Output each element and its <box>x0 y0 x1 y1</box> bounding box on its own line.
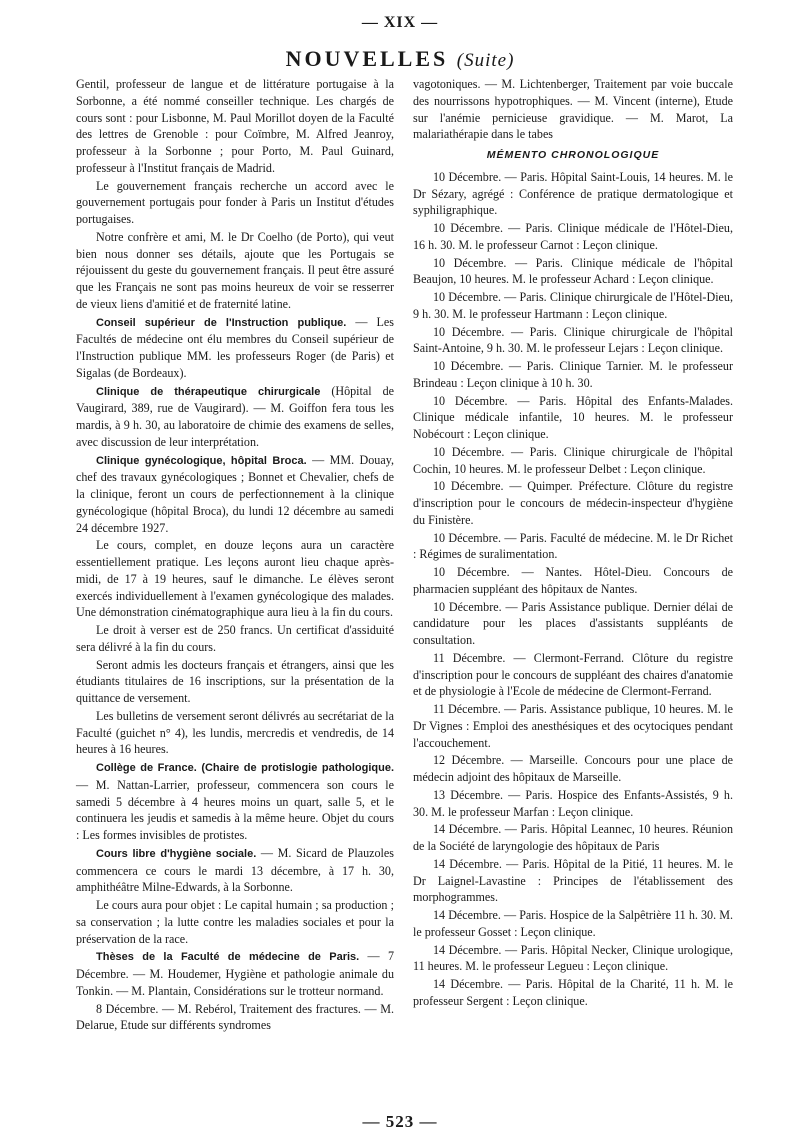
paragraph-text: 10 Décembre. — Quimper. Préfecture. Clôture du registre d'inscription pour le concours de médecin-inspecteur d'hygiène du Finistère. <box>413 479 733 527</box>
paragraph-text: 10 Décembre. — Paris Assistance publique. Dernier délai de candidature pour les places d'assistants suppléants de consultation. <box>413 599 733 647</box>
paragraph-text: 10 Décembre. — Paris. Faculté de médecine. M. le Dr Richet : Régimes de suralimentation. <box>413 530 733 562</box>
page-number: — 523 — <box>362 1112 438 1131</box>
paragraph-text: 8 Décembre. — M. Rebérol, Traitement des fractures. — M. Delarue, Etude sur différents syndromes <box>76 1001 394 1033</box>
paragraph <box>413 599 733 649</box>
paragraph <box>413 444 733 478</box>
paragraph-heading: Thèses de la Faculté de médecine de Paris. <box>96 951 360 964</box>
paragraph <box>76 178 394 228</box>
paragraph-text: 14 Décembre. — Paris. Hospice de la Salpêtrière 11 h. 30. M. le professeur Gosset : Leçon clinique. <box>413 908 733 939</box>
paragraph <box>413 976 733 1010</box>
paragraph-text: 13 Décembre. — Paris. Hospice des Enfants-Assistés, 9 h. 30. M. le professeur Marfan : Leçon clinique. <box>413 787 733 819</box>
paragraph-text: 10 Décembre. — Paris. Clinique médicale de l'Hôtel-Dieu, 16 h. 30. M. le professeur Carnot : Leçon clinique. <box>413 221 733 252</box>
paragraph <box>76 314 394 382</box>
paragraph <box>76 845 394 896</box>
paragraph-text: Les bulletins de versement seront délivrés au secrétariat de la Faculté (guichet n° 4), les lundis, mercredis et vendredis, de 14 heures à 16 heures. <box>76 708 394 757</box>
paragraph <box>76 897 394 947</box>
paragraph <box>76 657 394 707</box>
paragraph-text: 11 Décembre. — Paris. Assistance publique, 10 heures. M. le Dr Vignes : Emploi des anesthésiques et des ocytociques pendant l'accouchement. <box>413 702 733 750</box>
paragraph <box>413 169 733 219</box>
paragraph <box>76 537 394 621</box>
left-column <box>76 76 394 1035</box>
paragraph-text: 10 Décembre. — Paris. Clinique Tarnier. M. le professeur Brindeau : Leçon clinique à 10 h. 30. <box>413 359 733 390</box>
paragraph <box>76 383 394 451</box>
paragraph <box>76 1001 394 1035</box>
paragraph-text: 12 Décembre. — Marseille. Concours pour une place de médecin adjoint des hôpitaux de Marseille. <box>413 753 733 784</box>
paragraph-text: Le gouvernement français recherche un accord avec le gouvernement portugais pour fonder à Paris un Institut d'études portugaises. <box>76 178 394 226</box>
paragraph <box>413 821 733 855</box>
paragraph <box>76 622 394 656</box>
paragraph <box>413 478 733 528</box>
paragraph <box>413 650 733 700</box>
paragraph-text: 10 Décembre. — Paris. Hôpital Saint-Louis, 14 heures. M. le Dr Sézary, agrégé : Conférence de pratique dermatologique et syphiligraphique. <box>413 169 733 218</box>
paragraph-text: 14 Décembre. — Paris. Hôpital de la Pitié, 11 heures. M. le Dr Laignel-Lavastine : Principes de l'établissement des morphogrammes. <box>413 856 733 905</box>
paragraph-text: 14 Décembre. — Paris. Hôpital Leannec, 10 heures. Réunion de la Société de laryngologie des hôpitaux de Paris <box>413 822 733 853</box>
paragraph-text: — M. Sicard de Plauzoles commencera ce cours le mardi 13 décembre, à 17 h. 30, amphithéâtre Milne-Edwards, à la Sorbonne. <box>76 845 394 895</box>
paragraph-text: 11 Décembre. — Clermont-Ferrand. Clôture du registre d'inscription pour le concours de suppléant des chaires d'anatomie et de physiologie à l'Ecole de médecine de Clermont-Ferrand. <box>413 650 733 699</box>
paragraph <box>76 452 394 537</box>
section-title-suffix: (Suite) <box>456 50 515 71</box>
paragraph-text: (Hôpital de Vaugirard, 389, rue de Vaugirard). — M. Goiffon fera tous les mardis, à 9 h. 30, au laboratoire de chimie des examens de selles, avec discussion de leur interprétation. <box>76 383 395 449</box>
paragraph <box>413 220 733 254</box>
paragraph <box>413 393 733 443</box>
paragraph-heading: Conseil supérieur de l'Instruction publique. <box>96 316 347 329</box>
paragraph-text: 10 Décembre. — Paris. Hôpital des Enfants-Malades. Clinique médicale infantile, 10 heures. M. le professeur Nobécourt : Leçon clinique. <box>413 393 733 441</box>
section-title-text: NOUVELLES <box>285 46 449 71</box>
right-column <box>413 76 733 1011</box>
paragraph <box>76 759 394 844</box>
paragraph <box>413 289 733 323</box>
paragraph-text: vagotoniques. — M. Lichtenberger, Traitement par voie buccale des nourrissons hypotrophiques. — M. Vincent (interne), Etude sur l'anémie pernicieuse gravidique. — M. Marot, La malariathérapie dans le tabes <box>413 77 733 142</box>
paragraph-text: — M. Nattan-Larrier, professeur, commencera son cours le samedi 5 décembre à 4 heures moins un quart, salle 5, et le continuera les jeudis et samedis à la même heure. Objet du cours : Les formes invisibles de protistes. <box>76 777 394 842</box>
paragraph-text: 14 Décembre. — Paris. Hôpital de la Charité, 11 h. M. le professeur Sergent : Leçon clinique. <box>413 977 733 1008</box>
paragraph-text: 10 Décembre. — Paris. Clinique chirurgicale de l'hôpital Cochin, 10 heures. M. le professeur Delbet : Leçon clinique. <box>413 444 733 476</box>
paragraph-text: — MM. Douay, chef des travaux gynécologiques ; Bonnet et Chevalier, chefs de la clinique, feront un cours de perfectionnement à la clinique gynécologique (hôpital Broca), du lundi 12 décembre au samedi 24 décembre 1927. <box>76 452 394 535</box>
paragraph-text: Le cours, complet, en douze leçons aura un caractère essentiellement pratique. Les leçons auront lieu chaque après-midi, de 17 à 19 heures, sauf le dimanche. Le élèves seront exercés individuellement à l'examen gynécologique des malades. Une démonstration cinématographique aura lieu à la fin du cours. <box>76 538 394 620</box>
paragraph <box>413 255 733 289</box>
paragraph <box>413 787 733 821</box>
paragraph <box>413 907 733 941</box>
paragraph <box>413 942 733 976</box>
paragraph-text: 10 Décembre. — Nantes. Hôtel-Dieu. Concours de pharmacien suppléant des hôpitaux de Nantes. <box>413 565 733 596</box>
section-title <box>0 46 800 72</box>
paragraph-heading: Cours libre d'hygiène sociale. <box>96 847 257 860</box>
paragraph-text: Gentil, professeur de langue et de littérature portugaise à la Sorbonne, a été nommé conseiller technique. Les chargés de cours sont : pour Lisbonne, M. Paul Morillot doyen de la Faculté des lettres de Grenoble : pour Coïmbre, M. Alfred Jeanroy, professeur à la Sorbonne ; pour Porto, M. Paul Guinard, professeur à l'Institut français de Madrid. <box>76 77 394 175</box>
paragraph-heading: Collège de France. (Chaire de protislogie pathologique. <box>96 762 394 774</box>
paragraph-text: Seront admis les docteurs français et étrangers, ainsi que les étudiants titulaires de 16 inscriptions, sur la présentation de la quittance de versement. <box>76 657 394 705</box>
paragraph-heading: Clinique gynécologique, hôpital Broca. <box>96 454 307 467</box>
paragraph-text: 10 Décembre. — Paris. Clinique médicale de l'hôpital Beaujon, 10 heures. M. le professeur Achard : Leçon clinique. <box>413 255 733 287</box>
paragraph-heading: Clinique de thérapeutique chirurgicale <box>96 385 321 398</box>
paragraph-text: — 7 Décembre. — M. Houdemer, Hygiène et pathologie animale du Tonkin. — M. Plantain, Considérations sur le trotteur normand. <box>76 949 394 998</box>
paragraph-text: — Les Facultés de médecine ont élu membres du Conseil supérieur de l'Instruction publique MM. les professeurs Roger (de Paris) et Sigalas (de Bordeaux). <box>76 314 394 380</box>
paragraph <box>413 76 733 143</box>
paragraph <box>76 948 394 999</box>
paragraph-text: Le cours aura pour objet : Le capital humain ; sa production ; sa conservation ; la lutte contre les maladies sociales et pour la préservation de la race. <box>76 898 394 946</box>
paragraph <box>413 358 733 392</box>
paragraph-text: Le droit à verser est de 250 francs. Un certificat d'assiduité sera délivré à la fin du cours. <box>76 623 394 654</box>
paragraph <box>413 530 733 564</box>
paragraph <box>76 229 394 313</box>
paragraph <box>413 324 733 358</box>
paragraph <box>413 752 733 786</box>
paragraph-text: 10 Décembre. — Paris. Clinique chirurgicale de l'hôpital Saint-Antoine, 9 h. 30. M. le professeur Lejars : Leçon clinique. <box>413 324 733 356</box>
memento-subhead: MÉMENTO CHRONOLOGIQUE <box>486 149 660 161</box>
paragraph-text: Notre confrère et ami, M. le Dr Coelho (de Porto), qui veut bien nous donner ses détails, ajoute que les Portugais se réjouissent du geste du gouvernement français. Il peut être assuré que les Français ne sont pas moins heureux de voir se resserrer de vieux liens d'amitié et de fraternité latine. <box>76 229 394 311</box>
paragraph-text: 14 Décembre. — Paris. Hôpital Necker, Clinique urologique, 11 heures. M. le professeur Legueu : Leçon clinique. <box>413 942 733 974</box>
paragraph-text: 10 Décembre. — Paris. Clinique chirurgicale de l'Hôtel-Dieu, 9 h. 30. M. le professeur Hartmann : Leçon clinique. <box>413 290 733 321</box>
paragraph <box>413 701 733 751</box>
paragraph <box>413 856 733 906</box>
paragraph <box>413 564 733 598</box>
paragraph <box>76 708 394 758</box>
roman-page-number: — XIX — <box>361 14 439 31</box>
paragraph <box>76 76 394 177</box>
